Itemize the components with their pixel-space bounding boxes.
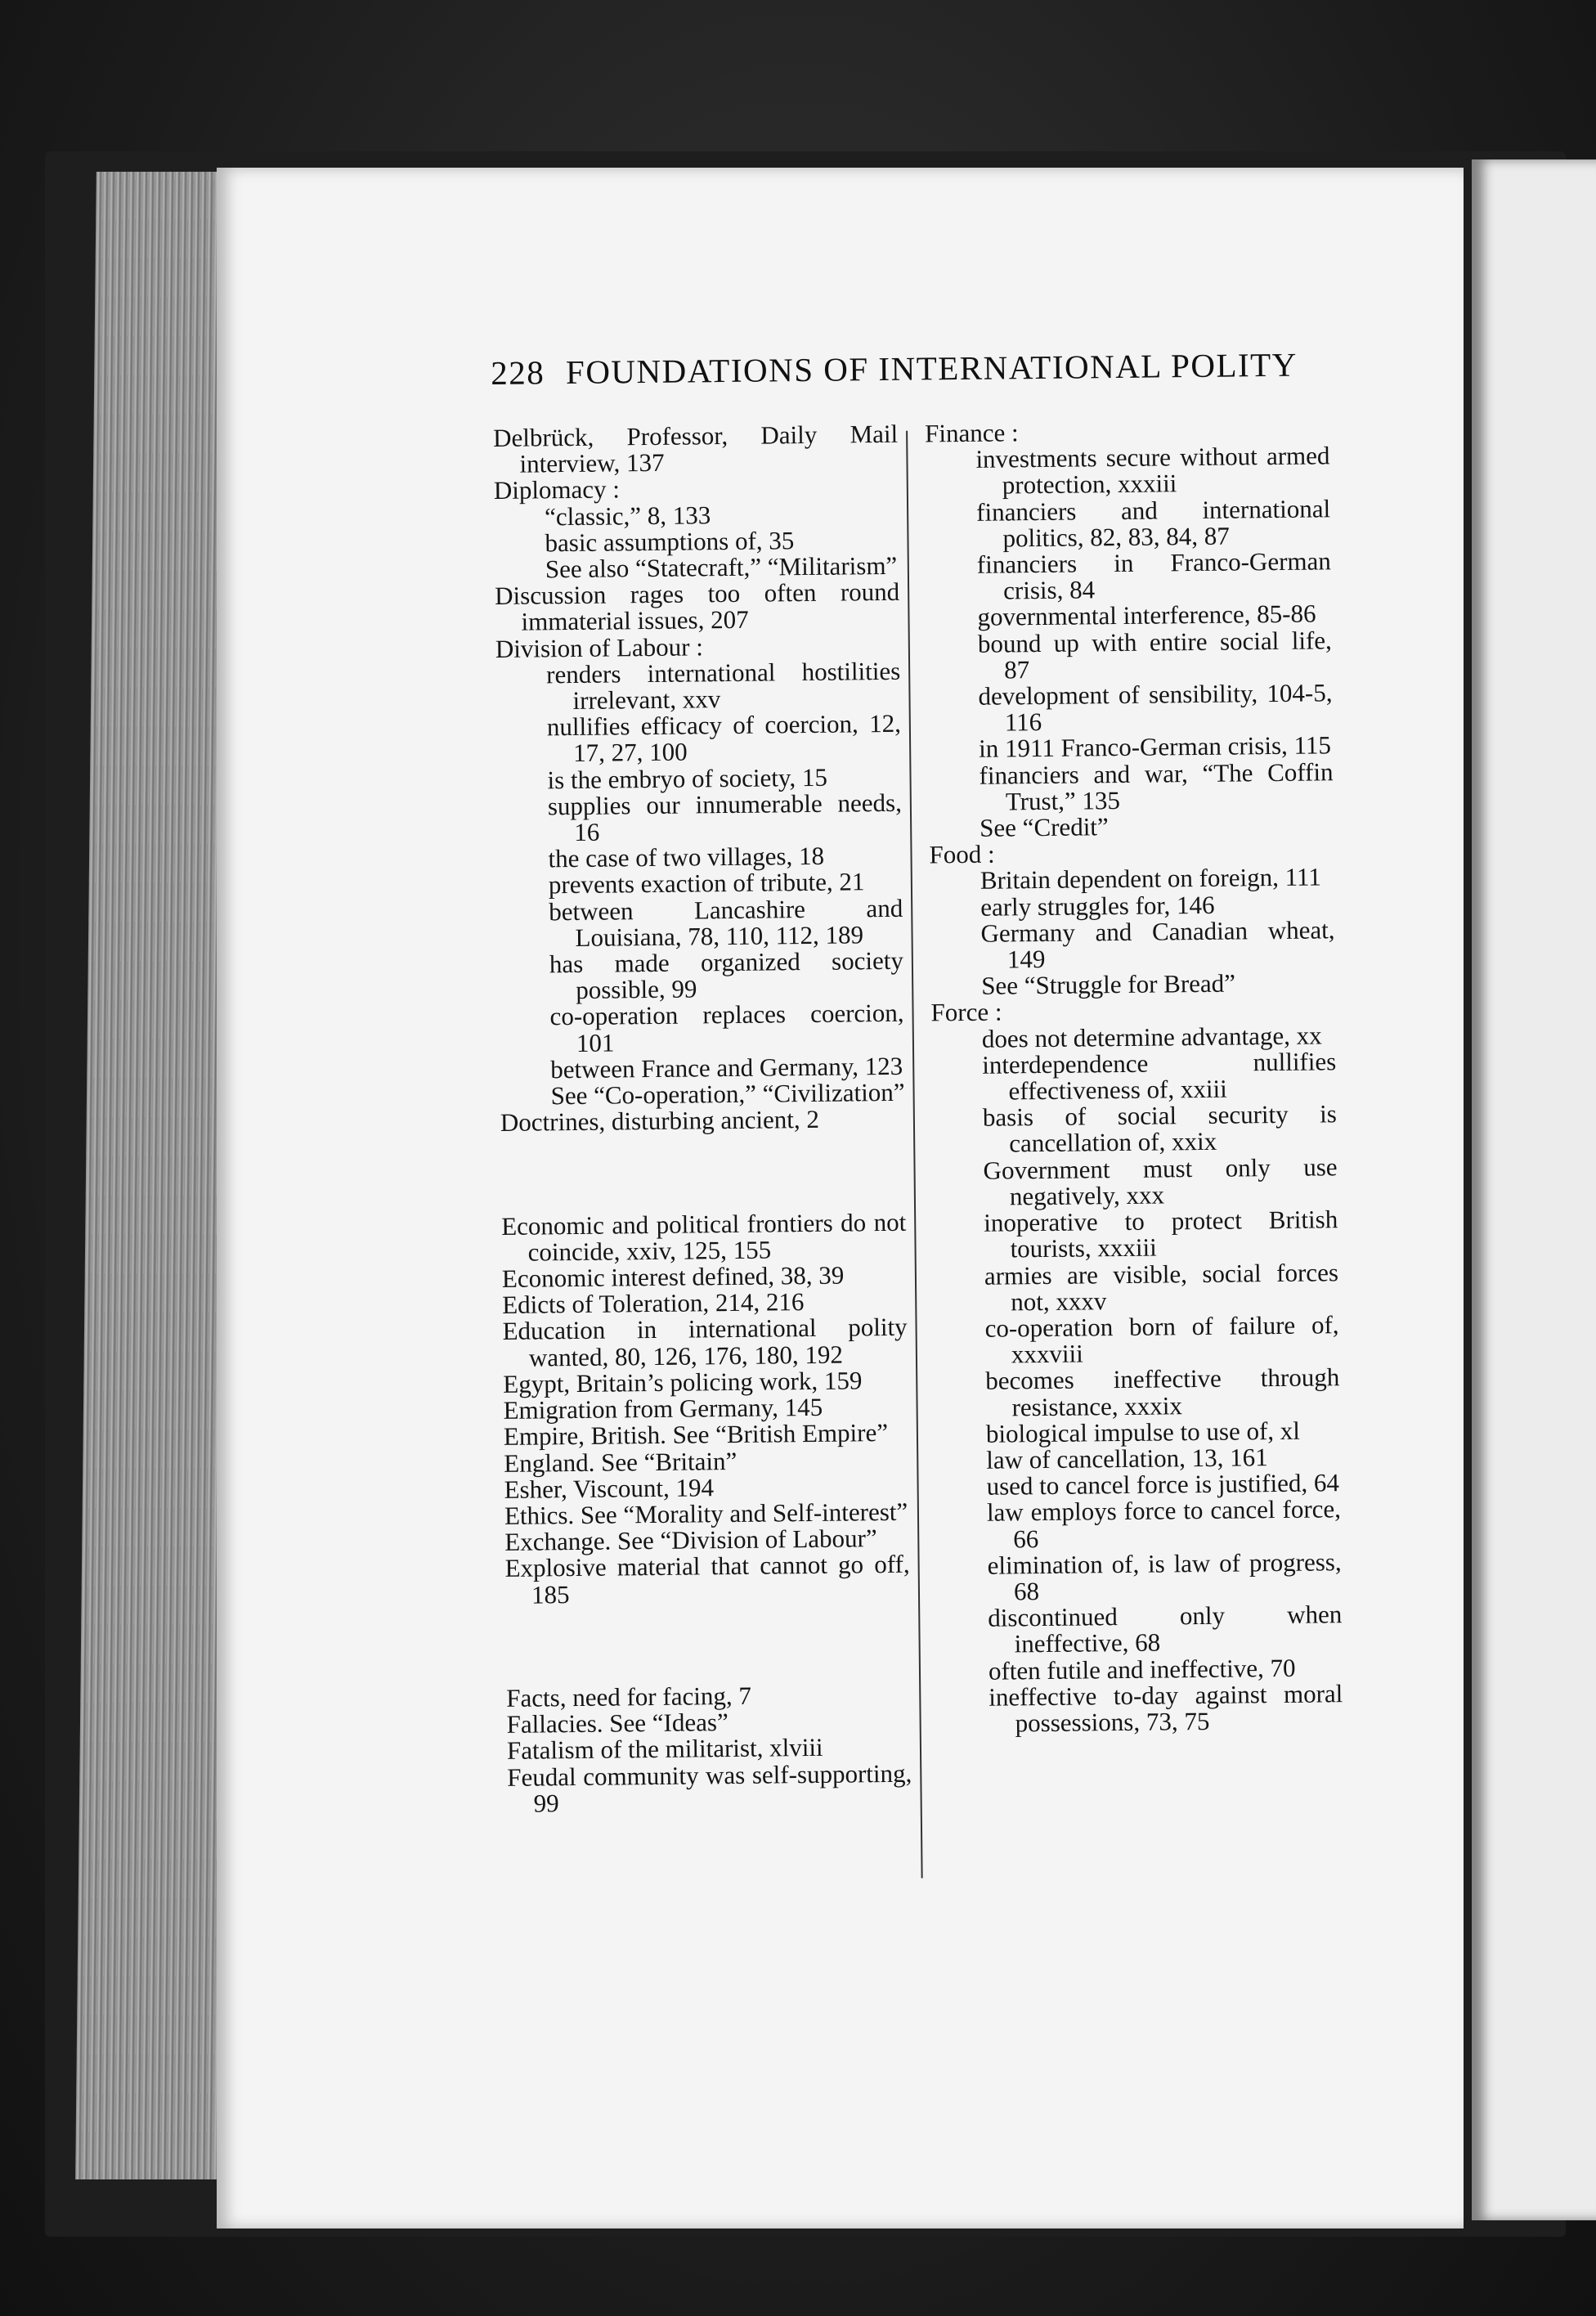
index-subentry: co-operation replaces coercion, 101 [549, 999, 904, 1057]
index-subentry: financiers and war, “The Coffin Trust,” 135 [979, 756, 1334, 816]
index-subentry: nullifies efficacy of coercion, 12, 17, 27, 100 [546, 709, 902, 768]
index-heading: Force : [930, 997, 1002, 1027]
index-heading: Egypt, Britain’s policing work, 159 [503, 1366, 863, 1398]
index-subentry: financiers and international politics, 82, 83, 84, 87 [975, 493, 1331, 553]
index-heading: Diplomacy : [493, 474, 621, 505]
index-subentry: basis of social security is cancellation of, xxix [982, 1099, 1338, 1158]
index-text-block [493, 416, 1359, 1897]
index-heading: Edicts of Toleration, 214, 216 [502, 1287, 805, 1320]
index-subentry: law employs force to cancel force, 66 [986, 1494, 1342, 1553]
index-subentry: elimination of, is law of progress, 68 [987, 1546, 1342, 1606]
index-heading: Education in international polity wanted, 80, 126, 176, 180, 192 [502, 1313, 908, 1372]
index-heading: Empire, British. See “British Empire” [503, 1418, 889, 1452]
index-heading: England. See “Britain” [504, 1446, 737, 1478]
index-heading: Doctrines, disturbing ancient, 2 [500, 1105, 820, 1138]
index-subentry: See “Struggle for Bread” [981, 968, 1236, 1001]
index-subentry: biological impulse to use of, xl [985, 1416, 1301, 1448]
index-heading: Ethics. See “Morality and Self-interest” [504, 1497, 908, 1530]
index-subentry: between Lancashire and Louisiana, 78, 110, 112, 189 [549, 893, 903, 952]
index-heading: Emigration from Germany, 145 [503, 1392, 823, 1425]
facing-page-edge [1472, 159, 1596, 2220]
index-subentry: becomes ineffective through resistance, xxxix [985, 1362, 1340, 1421]
index-heading: Discussion rages too often round immaterial issues, 207 [495, 577, 900, 637]
index-subentry: does not determine advantage, xx [981, 1021, 1322, 1053]
index-subentry: investments secure without armed protection, xxxiii [975, 441, 1330, 500]
index-heading: Fatalism of the militarist, xlviii [506, 1733, 823, 1766]
index-heading: Explosive material that cannot go off, 185 [504, 1550, 910, 1609]
index-heading: Facts, need for facing, 7 [506, 1681, 752, 1712]
index-heading: Exchange. See “Division of Labour” [504, 1524, 877, 1557]
index-subentry: law of cancellation, 13, 161 [986, 1443, 1268, 1474]
index-subentry: the case of two villages, 18 [548, 842, 825, 873]
index-heading: Fallacies. See “Ideas” [506, 1708, 729, 1739]
running-title: FOUNDATIONS OF INTERNATIONAL POLITY [565, 345, 1298, 392]
index-subentry: co-operation born of failure of, xxxviii [984, 1310, 1339, 1369]
index-subentry: inoperative to protect British tourists, xxxiii [984, 1205, 1338, 1263]
index-subentry: See “Co-operation,” “Civilization” [550, 1077, 905, 1111]
index-subentry: supplies our innumerable needs, 16 [547, 788, 903, 847]
index-subentry: See also “Statecraft,” “Militarism” [545, 550, 898, 584]
index-subentry: development of sensibility, 104-5, 116 [978, 678, 1333, 737]
index-subentry: prevents exaction of tribute, 21 [548, 867, 865, 900]
index-subentry: discontinued only when ineffective, 68 [988, 1600, 1343, 1658]
index-subentry: Germany and Canadian wheat, 149 [980, 915, 1335, 974]
index-spacer [505, 1629, 910, 1659]
index-column-right [925, 416, 1343, 1737]
index-subentry: ineffective to-day against moral possessions, 73, 75 [989, 1678, 1343, 1738]
index-subentry: governmental interference, 85-86 [977, 599, 1316, 632]
index-subentry: Britain dependent on foreign, 111 [980, 862, 1321, 895]
index-subentry: armies are visible, social forces not, xxxv [984, 1257, 1339, 1317]
index-heading: Economic and political frontiers do not coincide, xxiv, 125, 155 [501, 1207, 907, 1267]
index-subentry: early struggles for, 146 [980, 890, 1215, 922]
index-heading: Economic interest defined, 38, 39 [501, 1260, 845, 1294]
index-subentry: used to cancel force is justified, 64 [986, 1468, 1340, 1501]
running-head [491, 345, 1298, 393]
index-heading: Esher, Viscount, 194 [504, 1472, 715, 1504]
index-subentry: “classic,” 8, 133 [544, 500, 711, 531]
index-heading: Delbrück, Professor, Daily Mail interview, 137 [492, 419, 899, 478]
index-heading: Feudal community was self-supporting, 99 [507, 1758, 912, 1818]
index-subentry: in 1911 Franco-German crisis, 115 [978, 730, 1332, 764]
index-subentry: has made organized society possible, 99 [549, 945, 904, 1005]
index-subentry: often futile and ineffective, 70 [988, 1653, 1296, 1685]
index-subentry: basic assumptions of, 35 [545, 525, 795, 558]
index-subentry: is the embryo of society, 15 [547, 762, 828, 794]
index-heading: Finance : [924, 418, 1019, 448]
index-subentry: interdependence nullifies effectiveness of, xxiii [982, 1047, 1337, 1106]
index-subentry: bound up with entire social life, 87 [977, 625, 1332, 684]
index-subentry: financiers in Franco-German crisis, 84 [976, 546, 1331, 605]
page-number: 228 [491, 353, 545, 392]
index-heading: Division of Labour : [495, 631, 704, 663]
index-heading: Food : [929, 839, 995, 869]
index-subentry: renders international hostilities irrelevant, xxv [546, 656, 901, 716]
index-subentry: Government must only use negatively, xxx [983, 1151, 1338, 1211]
index-subentry: between France and Germany, 123 [550, 1051, 903, 1084]
index-column-left [493, 421, 912, 1817]
index-subentry: See “Credit” [980, 812, 1109, 842]
index-spacer [500, 1157, 905, 1187]
